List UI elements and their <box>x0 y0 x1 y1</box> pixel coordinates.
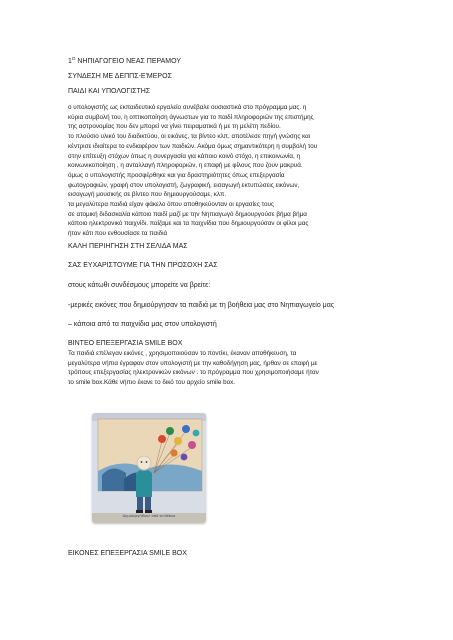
thanks-text: ΣΑΣ ΕΥΧΑΡΙΣΤΟΥΜΕ ΓΙΑ ΤΗΝ ΠΡΟΣΟΧΗ ΣΑΣ <box>68 262 218 269</box>
intro-line: τα μεγαλύτερα παιδιά είχαν φάκελο όπου αποθηκεύονταν οι εργασίες τους <box>68 201 275 209</box>
intro-line: εισαγωγή μουσικής σε βίντεο που δημιουργούσαμε, κλπ. <box>68 191 227 199</box>
video-line: το smile box.Κάθε νήπιο έκανε το δικό του αρχείο smile box. <box>68 379 235 387</box>
school-number: 1 <box>68 58 72 65</box>
video-line: τρόπους επεξεργασίας ηλεκτρονικών εικόνων . το πρόγραμμα που χρησιμοποιήσαμε ήταν <box>68 369 319 377</box>
link-computer-games[interactable]: – κάποια από τα παιχνίδια μας στον υπολογιστή <box>68 321 217 328</box>
video-line: μεγαλύτερα νήπια έγραφαν στον υπολογιστή με την καθοδήγηση μας, ήρθαν σε επαφή με <box>68 359 318 367</box>
intro-line: το πλούσιο υλικό του διαδικτύου, οι εικόνες, τα βίντεο κλπ, αποτέλεσε πηγή γνώσης και <box>68 133 311 141</box>
intro-paragraph <box>68 103 317 239</box>
intro-line: σε ατομική διδασκαλία κάποιο παιδί μαζί με την Νηπιαγωγό δημιουργούσε βήμα βήμα <box>68 210 307 218</box>
video-section-paragraph <box>68 349 319 388</box>
program-title: ΣΥΝΔΕΣΗ ΜΕ ΔΕΠΠΣ-Ε'ΜΕΡΟΣ <box>68 73 172 80</box>
welcome-text: ΚΑΛΗ ΠΕΡΙΗΓΗΣΗ ΣΤΗ ΣΕΛΙΔΑ ΜΑΣ <box>68 243 188 250</box>
school-title <box>68 57 181 66</box>
classroom-photo-illustration <box>92 413 206 523</box>
links-intro: στους κάτωθι συνδέσμους μπορείτε να βρείτε: <box>68 282 211 289</box>
smilebox-photo[interactable] <box>92 413 206 523</box>
topic-title: ΠΑΙΔΙ ΚΑΙ ΥΠΟΛΟΓΙΣΤΗΣ <box>68 88 151 95</box>
intro-line: της αστρονομίας που δεν μπορεί να γίνει πειραματικά ή με τη μελέτη πεδίου. <box>68 123 281 131</box>
intro-line: ο υπολογιστής ως εκπαιδευτικό εργαλείο συνέβαλε ουσιαστικά στο πρόγραμμα μας. η <box>68 104 307 111</box>
images-section-heading: ΕΙΚΟΝΕΣ ΕΠΕΞΕΡΓΑΣΙΑ SMILE BOX <box>68 550 187 557</box>
intro-line: κοινωνικοποίηση , η ανταλλαγή πληροφοριών, η επαφή με φίλους που ζουν μακρυά. <box>68 162 303 170</box>
intro-line: όμως ο υπολογιστής προσφέρθηκε και για δραστηριότητες όπως επεξεργασία <box>68 171 285 179</box>
intro-line: κάποιο ηλεκτρονικό παιχνίδι. παίζαμε και τα παιχνίδια που δημιουργούσαν οι φίλοι μας <box>68 220 309 228</box>
intro-line: κύρια συμβολή του, η οπτικοποίηση άγνωστων για το παιδί πληροφοριών της επιστήμης <box>68 113 314 121</box>
intro-line: κέντρισε ιδιαίτερα το ενδιαφέρον των παιδιών. Ακόμα όμως σημαντικότερη η συμβολή του <box>68 142 318 150</box>
link-children-images[interactable]: -μερικές εικόνες που δημιούργησαν τα παιδιά με τη βοήθεια μας στο Νηπιαγωγείο μας <box>68 302 335 309</box>
video-line: Τα παιδιά επέλεγαν εικόνες , χρησιμοποιούσαν το ποντίκι, έκαναν αποθήκευση, τα <box>68 350 297 357</box>
intro-line: στην επίτευξη στόχων όπως η συνεργασία για κάποιο κοινό στόχο, η επικοινωνία, η <box>68 152 301 160</box>
intro-line: φωτογραφιών, γραφή στον υπολογιστή, ζωγραφική, εισαγωγή εκτυπώσεις εικόνων, <box>68 181 300 189</box>
photo-caption: Δημιουργήθηκε από smilebox <box>122 514 176 518</box>
school-name: ΝΗΠΙΑΓΩΓΕΙΟ ΝΕΑΣ ΠΕΡΑΜΟΥ <box>75 58 182 65</box>
school-superscript: Ο <box>71 56 76 61</box>
video-section-heading: ΒΙΝΤΕΟ ΕΠΕΞΕΡΓΑΣΙΑ SMILE BOX <box>68 340 183 347</box>
intro-line: ήταν κάτι που ενθουσίασε τα παιδιά <box>68 230 168 238</box>
